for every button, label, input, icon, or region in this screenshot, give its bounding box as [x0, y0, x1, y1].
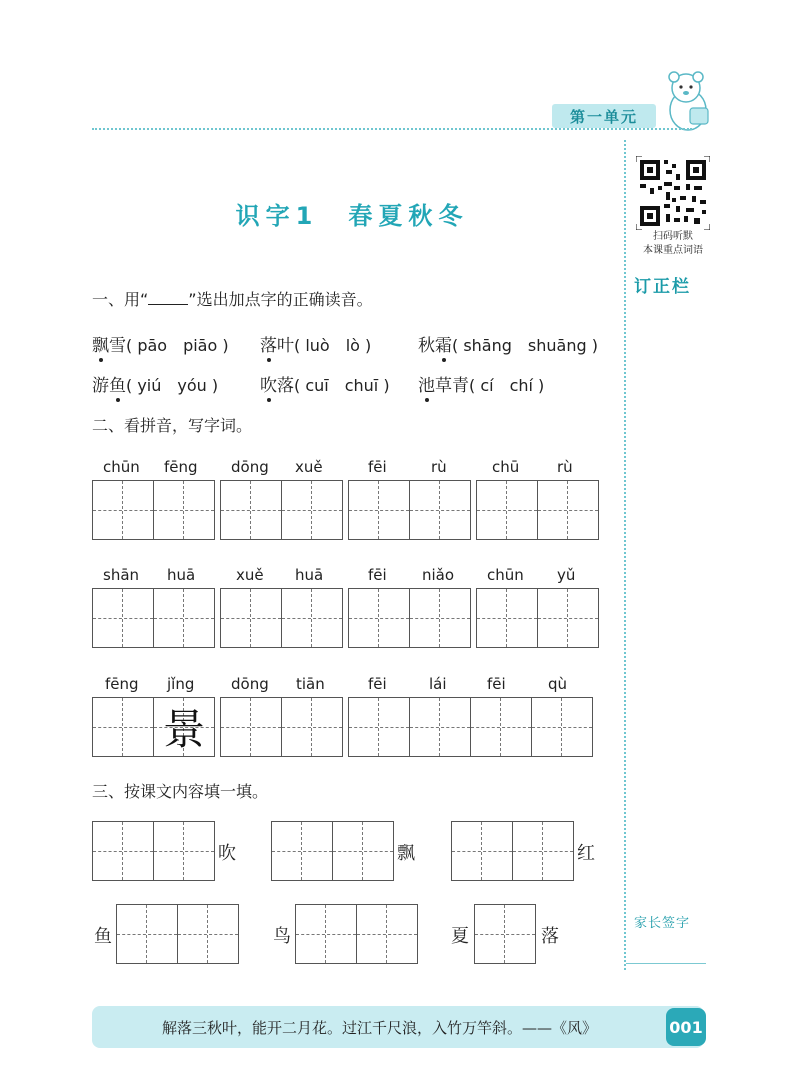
pinyin: shān [103, 566, 140, 584]
dotted-char: 落 [260, 331, 277, 356]
pinyin: huā [167, 566, 196, 584]
pinyin: lái [429, 675, 447, 693]
pinyin-options: ( luò lò ) [294, 336, 372, 355]
example-character: 景 [162, 705, 205, 754]
page-number: 001 [666, 1008, 706, 1046]
pinyin: yǔ [557, 566, 576, 584]
char-box[interactable] [178, 905, 238, 963]
pinyin: chū [492, 458, 520, 476]
word-rest: 草青 [435, 376, 469, 396]
pinyin-options: ( shāng shuāng ) [452, 336, 598, 355]
section1-heading-suffix: ”选出加点字的正确读音。 [188, 290, 373, 309]
pinyin: xuě [236, 566, 264, 584]
pronunciation-item-6[interactable] [418, 371, 544, 396]
char-box[interactable] [538, 589, 598, 647]
qr-caption-line1: 扫码听默 [653, 231, 693, 242]
char-box[interactable] [221, 481, 282, 539]
char-box[interactable] [410, 589, 470, 647]
lesson-title: 识字1 春夏秋冬 [235, 202, 469, 230]
char-box[interactable] [532, 698, 592, 756]
dotted-char: 池 [418, 371, 435, 396]
pinyin: fēi [487, 675, 506, 693]
writing-grid[interactable] [92, 697, 215, 757]
pinyin: fēi [368, 566, 387, 584]
fill-label: 落 [541, 926, 559, 947]
writing-grid[interactable] [348, 480, 471, 540]
writing-grid[interactable] [348, 697, 593, 757]
char-box[interactable] [221, 698, 282, 756]
section3-heading: 三、按课文内容填一填。 [92, 782, 269, 801]
section2-heading: 二、看拼音，写字词。 [92, 416, 253, 435]
word-lead: 秋 [418, 336, 435, 356]
word-rest: 落 [277, 376, 294, 396]
writing-grid[interactable] [476, 480, 599, 540]
writing-grid[interactable] [92, 821, 215, 881]
writing-grid[interactable] [451, 821, 574, 881]
dotted-char: 吹 [260, 371, 277, 396]
fill-label: 鱼 [94, 926, 112, 947]
char-box[interactable] [471, 698, 532, 756]
pinyin: xuě [295, 458, 323, 476]
pinyin: rù [431, 458, 447, 476]
pinyin-options: ( cuī chuī ) [294, 376, 390, 395]
pinyin: dōng [231, 458, 269, 476]
pinyin: fēng [164, 458, 198, 476]
parent-signature-line[interactable] [626, 963, 706, 964]
char-box[interactable] [93, 589, 154, 647]
word-lead: 游 [92, 376, 109, 396]
char-box[interactable] [282, 698, 342, 756]
pronunciation-item-4[interactable] [92, 371, 218, 396]
pinyin-options: ( cí chí ) [469, 376, 545, 395]
dotted-char: 鱼 [109, 371, 126, 396]
dotted-char: 霜 [435, 331, 452, 356]
pinyin: tiān [296, 675, 325, 693]
char-box[interactable] [357, 905, 417, 963]
char-box[interactable] [477, 589, 538, 647]
fill-label: 飘 [397, 843, 415, 864]
char-box[interactable] [349, 481, 410, 539]
qr-code-icon[interactable] [636, 156, 710, 230]
char-box[interactable] [93, 822, 154, 880]
pinyin: fēi [368, 458, 387, 476]
char-box-filled[interactable] [154, 698, 214, 756]
sidebar-divider [624, 140, 626, 970]
char-box[interactable] [154, 822, 214, 880]
char-box[interactable] [154, 589, 214, 647]
pinyin: rù [557, 458, 573, 476]
writing-grid[interactable] [116, 904, 239, 964]
char-box[interactable] [221, 589, 282, 647]
char-box[interactable] [93, 698, 154, 756]
char-box[interactable] [296, 905, 357, 963]
pinyin-options: ( pāo piāo ) [126, 336, 229, 355]
pinyin: dōng [231, 675, 269, 693]
pinyin: fēng [105, 675, 139, 693]
char-box[interactable] [154, 481, 214, 539]
writing-grid[interactable] [220, 588, 343, 648]
writing-grid[interactable] [348, 588, 471, 648]
correction-column-label: 订正栏 [634, 277, 691, 297]
pronunciation-item-1[interactable] [92, 331, 229, 356]
fill-label: 夏 [451, 926, 469, 947]
header-divider [92, 128, 692, 130]
char-box[interactable] [349, 589, 410, 647]
char-box[interactable] [452, 822, 513, 880]
char-box[interactable] [117, 905, 178, 963]
writing-grid[interactable] [295, 904, 418, 964]
fill-label: 吹 [218, 843, 236, 864]
word-rest: 叶 [277, 336, 294, 356]
word-rest: 雪 [109, 336, 126, 356]
writing-grid[interactable] [476, 588, 599, 648]
pinyin: qù [548, 675, 568, 693]
pinyin: huā [295, 566, 324, 584]
pronunciation-item-5[interactable] [260, 371, 390, 396]
writing-grid[interactable] [474, 904, 536, 964]
footer-quote: 解落三秋叶，能开二月花。过江千尺浪，入竹万竿斜。——《风》 [161, 1018, 597, 1037]
pinyin: chūn [103, 458, 140, 476]
bear-mascot-icon [660, 68, 716, 134]
char-box[interactable] [538, 481, 598, 539]
char-box[interactable] [349, 698, 410, 756]
pinyin-options: ( yiú yóu ) [126, 376, 219, 395]
char-box[interactable] [410, 698, 471, 756]
unit-tab [552, 104, 656, 128]
writing-grid[interactable] [220, 480, 343, 540]
pinyin: niǎo [422, 566, 455, 584]
qr-caption [626, 230, 720, 258]
pronunciation-item-3[interactable] [418, 331, 598, 356]
writing-grid[interactable] [92, 588, 215, 648]
char-box[interactable] [333, 822, 393, 880]
char-box[interactable] [475, 905, 535, 963]
char-box[interactable] [477, 481, 538, 539]
parent-signature-label: 家长签字 [634, 916, 691, 931]
section1-heading [92, 287, 373, 310]
writing-grid[interactable] [271, 821, 394, 881]
fill-label: 红 [577, 843, 595, 864]
pinyin: chūn [487, 566, 524, 584]
char-box[interactable] [513, 822, 573, 880]
char-box[interactable] [93, 481, 154, 539]
dotted-char: 飘 [92, 331, 109, 356]
writing-grid[interactable] [220, 697, 343, 757]
char-box[interactable] [282, 481, 342, 539]
pronunciation-item-2[interactable] [260, 331, 371, 356]
fill-label: 鸟 [273, 926, 291, 947]
section1-heading-prefix: 一、用“ [92, 290, 149, 309]
pinyin: jǐng [167, 675, 195, 693]
qr-caption-line2: 本课重点词语 [643, 245, 703, 256]
char-box[interactable] [282, 589, 342, 647]
char-box[interactable] [272, 822, 333, 880]
answer-blank-sample [148, 291, 188, 305]
pinyin: fēi [368, 675, 387, 693]
unit-label: 第一单元 [569, 107, 638, 126]
char-box[interactable] [410, 481, 470, 539]
writing-grid[interactable] [92, 480, 215, 540]
